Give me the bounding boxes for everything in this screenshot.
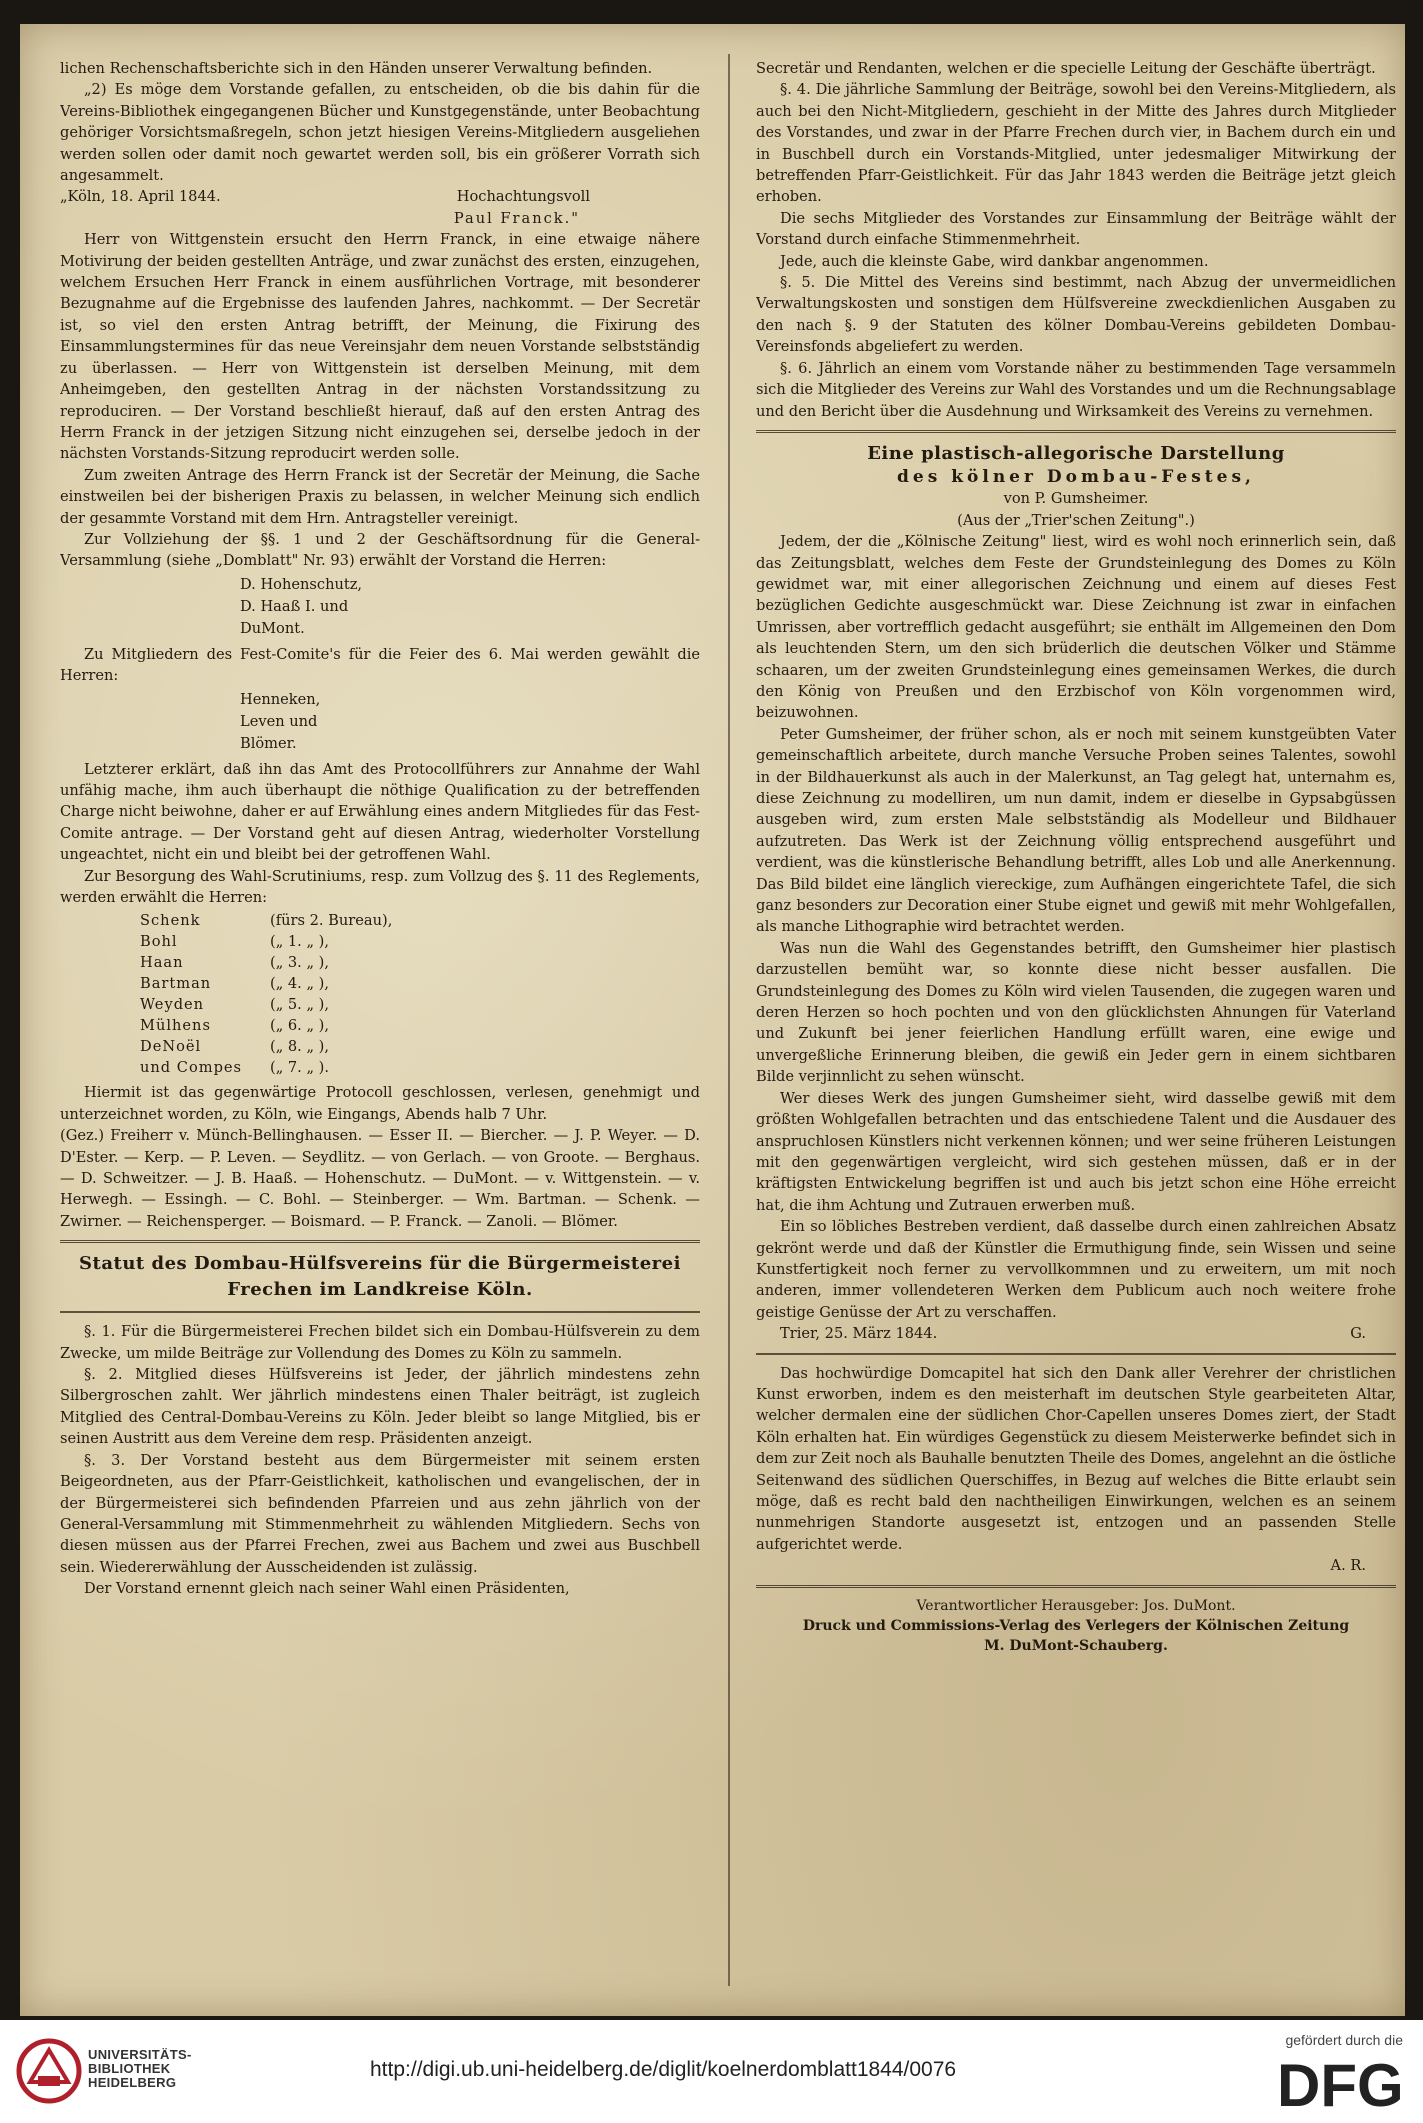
- text-paragraph: §. 1. Für die Bürgermeisterei Frechen bildet sich ein Dombau-Hülfsverein zu dem Zwecke, um milde Beiträge zur Vollendung des Domes zu Köln zu sammeln.: [60, 1323, 700, 1362]
- list-item: D. Haaß I. und: [240, 597, 349, 615]
- table-row: [140, 1036, 700, 1057]
- roster-bureau: („ 4. „ ),: [270, 975, 329, 993]
- text-paragraph: §. 5. Die Mittel des Vereins sind bestimmt, nach Abzug der unvermeidlichen Verwaltungskosten und sonstigen dem Hülfsvereine zweckdienlichen Ausgaben zu den nach §. 9 der Statuten des kölner Dombau-Vereins gebildeten Dombau-Vereinsfonds abgeliefert zu werden.: [756, 274, 1396, 356]
- roster-name: Mülhens: [140, 1017, 211, 1035]
- signature-name: Paul Franck.": [453, 209, 580, 227]
- signature-initials: A. R.: [1330, 1557, 1366, 1575]
- text-paragraph: Was nun die Wahl des Gegenstandes betrifft, den Gumsheimer hier plastisch darzustellen bemüht war, so konnte diese nicht besser ausfallen. Die Grundsteinlegung des Domes zu Köln wird vielen Tausenden, die zugegen waren und deren Herzen so hoch pochten und von den glücklichsten Ahnungen für Vaterland und Zukunft bei jener feierlichen Handlung erfüllt waren, eine ewige und unvergeßliche Erinnerung bleiben, die gewiß ein Jeder gern in einem sichtbaren Bilde verjinnlicht zu sehen wünscht.: [756, 939, 1396, 1086]
- dfg-logo-icon: [1277, 2054, 1405, 2112]
- document-url-link[interactable]: http://digi.ub.uni-heidelberg.de/diglit/koelnerdomblatt1844/0076: [370, 2058, 957, 2081]
- article-title: Eine plastisch-allegorische Darstellung: [867, 442, 1285, 464]
- text-paragraph: Zum zweiten Antrage des Herrn Franck ist der Secretär der Meinung, die Sache einstweilen bei der bisherigen Praxis zu belassen, in welcher Meinung sich endlich der gesammte Vorstand mit dem Hrn. Antragsteller vereinigt.: [60, 466, 700, 527]
- signature-initial: G.: [1350, 1325, 1366, 1343]
- text-paragraph: Jede, auch die kleinste Gabe, wird dankbar angenommen.: [780, 252, 1209, 270]
- text-paragraph: „2) Es möge dem Vorstande gefallen, zu entscheiden, ob die bis dahin für die Vereins-Bibliothek eingegangenen Bücher und Kunstgegenstände, unter Beobachtung gehöriger Vorsichtsmaßregeln, schon jetzt hiesigen Vereins-Mitgliedern ausgeliehen werden sollen oder damit noch gewartet werden soll, bis ein größerer Vorrath sich angesammelt.: [60, 81, 700, 185]
- letter-signature: [60, 186, 700, 207]
- scrutineer-roster: [140, 910, 700, 1078]
- right-column: [756, 58, 1396, 1992]
- table-row: [140, 994, 700, 1015]
- text-paragraph: Herr von Wittgenstein ersucht den Herrn Franck, in eine etwaige nähere Motivirung der beiden gestellten Anträge, und zwar zunächst des ersten, einzugehen, welchem Ersuchen Herr Franck in einem ausführlichen Vortrage, mit besonderer Bezugnahme auf die Ergebnisse des laufenden Jahres, nachkommt. — Der Secretär ist, so viel den ersten Antrag betrifft, der Meinung, die Fixirung des Einsammlungstermines für das neue Vereinsjahr dem neuen Vorstande selbstständig zu überlassen. — Herr von Wittgenstein ist derselben Meinung, mit dem Anheimgeben, den gestellten Antrag in der nächsten Vorstandssitzung zu reproduciren. — Der Vorstand beschließt hierauf, daß auf den ersten Antrag des Herrn Franck in der jetzigen Sitzung nicht einzugehen sei, derselbe jedoch in der nächsten Vorstands-Sitzung reproducirt werden solle.: [60, 231, 700, 463]
- institution-line: BIBLIOTHEK: [88, 2061, 171, 2076]
- section-divider: [60, 1240, 700, 1243]
- section-divider: [756, 1585, 1396, 1588]
- table-row: [140, 1057, 700, 1078]
- roster-name: Weyden: [140, 996, 205, 1014]
- text-paragraph: Letzterer erklärt, daß ihn das Amt des Protocollführers zur Annahme der Wahl unfähig mache, ihm auch überhaupt die nöthige Qualification zu der betreffenden Charge nicht beiwohne, daher er auf Erwählung eines andern Mitgliedes für das Fest-Comite antrage. — Der Vorstand geht auf diesen Antrag, wiederholter Vorstellung ungeachtet, nicht ein und bleibt bei der getroffenen Wahl.: [60, 760, 700, 864]
- signature-place: „Köln, 18. April 1844.: [60, 188, 221, 206]
- roster-bureau: („ 1. „ ),: [270, 933, 329, 951]
- section-divider: [60, 1311, 700, 1313]
- roster-name: Schenk: [140, 912, 201, 930]
- text-paragraph: Die sechs Mitglieder des Vorstandes zur Einsammlung der Beiträge wählt der Vorstand durch einfache Stimmenmehrheit.: [756, 209, 1396, 249]
- list-item: Leven und: [240, 712, 318, 730]
- viewer-footer: [0, 2020, 1423, 2123]
- roster-name: und Compes: [140, 1059, 243, 1077]
- text-paragraph: Das hochwürdige Domcapitel hat sich den Dank aller Verehrer der christlichen Kunst erworben, indem es den meisterhaft im deutschen Style gearbeiteten Altar, welcher dermalen eine der südlichen Chor-Capellen unseres Domes ziert, der Stadt Köln erhalten hat. Ein würdiges Gegenstück zu diesem Meisterwerke befindet sich in dem zur Zeit noch als Bauhalle benutzten Theile des Domes, angelehnt an die östliche Seitenwand des südlichen Querschiffes, in Bezug auf welches die Bitte erlaubt sein möge, daß es recht bald den nachtheiligen Einwirkungen, welchen es an seinem nunmehrigen Standorte ausgesetzt ist, entzogen und an passenden Stelle aufgerichtet werde.: [756, 1364, 1396, 1553]
- table-row: [140, 910, 700, 931]
- roster-name: Bohl: [140, 933, 178, 951]
- text-paragraph: Secretär und Rendanten, welchen er die specielle Leitung der Geschäfte überträgt.: [756, 60, 1376, 77]
- left-column: [60, 58, 700, 1992]
- text-paragraph: Zur Vollziehung der §§. 1 und 2 der Geschäftsordnung für die General-Versammlung (siehe „Domblatt" Nr. 93) erwählt der Vorstand die Herren:: [60, 530, 700, 570]
- elected-list: [240, 689, 700, 755]
- institution-line: UNIVERSITÄTS-: [88, 2047, 192, 2062]
- imprint-publisher-name: M. DuMont-Schauberg.: [984, 1637, 1168, 1654]
- roster-bureau: („ 7. „ ).: [270, 1059, 329, 1077]
- list-item: DuMont.: [240, 619, 305, 637]
- text-paragraph: Jedem, der die „Kölnische Zeitung" liest, wird es wohl noch erinnerlich sein, daß das Zeitungsblatt, welches dem Feste der Grundsteinlegung des Domes zu Köln gewidmet war, mit einer allegorischen Zeichnung und einem auf dieses Fest bezüglichen Gedichte ausgeschmückt war. Diese Zeichnung ist zwar in einfachen Umrissen, aber vortrefflich gedacht ausgeführt; sie enthält im Allgemeinen den Dom als leuchtenden Stern, um den sich brüderlich die deutschen Völker und Stämme schaaren, um der zweiten Grundsteinlegung eines gemeinsamen Werkes, die durch den König von Preußen und den Erzbischof von Köln vorgenommen wird, beizuwohnen.: [756, 533, 1396, 722]
- table-row: [140, 973, 700, 994]
- text-paragraph: lichen Rechenschaftsberichte sich in den Händen unserer Verwaltung befinden.: [60, 60, 653, 77]
- roster-name: Haan: [140, 954, 184, 972]
- list-item: Blömer.: [240, 734, 297, 752]
- signature-greeting: Hochachtungsvoll: [456, 188, 590, 206]
- roster-bureau: („ 5. „ ),: [270, 996, 329, 1014]
- text-paragraph: §. 4. Die jährliche Sammlung der Beiträge, sowohl bei den Vereins-Mitgliedern, als auch bei den Nicht-Mitgliedern, geschieht in der Mitte des Jahres durch Mitglieder des Vorstandes, und zwar in der Pfarre Frechen durch vier, in Bachem durch ein und in Buschbell durch ein Vorstands-Mitglied, unter jedesmaliger Mitwirkung der betreffenden Pfarr-Geistlichkeit. Für das Jahr 1843 werden die Beiträge jetzt gleich erhoben.: [756, 81, 1396, 206]
- roster-bureau: („ 6. „ ),: [270, 1017, 329, 1035]
- list-item: Henneken,: [240, 690, 321, 708]
- dfg-logo-text: DFG: [1277, 2054, 1404, 2112]
- column-divider: [728, 54, 730, 1986]
- article-author: von P. Gumsheimer.: [1003, 490, 1149, 508]
- section-divider: [756, 1353, 1396, 1355]
- roster-bureau: („ 8. „ ),: [270, 1038, 329, 1056]
- text-paragraph: Peter Gumsheimer, der früher schon, als er noch mit seinem kunstgeübten Vater gemeinschaftlich arbeitete, durch manche Versuche Proben seines Talentes, sowohl in der Bildhauerkunst als auch in der Malerkunst, an Tag gelegt hat, unternahm es, diese Zeichnung zu modelliren, um nun damit, indem er dieselbe in Gypsabgüssen ausgeben wird, zum ersten Male selbstständig als Modelleur und Bildhauer aufzutreten. Das Werk ist der Zeichnung völlig entsprechend ausgeführt und verdient, was die künstlerische Behandlung betrifft, alles Lob und alle Anerkennung. Das Bild bildet eine länglich viereckige, zum Aufhängen eingerichtete Tafel, die sich ganz besonders zur Decoration einer Stube eignet und gewiß mit mehr Wohlgefallen, als manche Lithographie wird betrachtet werden.: [756, 725, 1396, 936]
- institution-name: [88, 2048, 192, 2090]
- text-paragraph: Ein so löbliches Bestreben verdient, daß dasselbe durch einen zahlreichen Absatz gekrönt werde und daß der Künstler die Ermuthigung finde, sein Wissen und seine Kunstfertigkeit noch ferner zu vervollkommnen und zu erweitern, um mit noch anderen, immer vollendeteren Werken dem Publicum auch noch weitere frohe geistige Genüsse der Art zu verschaffen.: [756, 1218, 1396, 1321]
- text-paragraph: Der Vorstand ernennt gleich nach seiner Wahl einen Präsidenten,: [84, 1580, 570, 1598]
- university-seal-icon: [14, 2036, 84, 2106]
- text-paragraph: Zur Besorgung des Wahl-Scrutiniums, resp. zum Vollzug des §. 11 des Reglements, werden erwählt die Herren:: [60, 867, 700, 906]
- table-row: [140, 952, 700, 973]
- statut-title: Statut des Dombau-Hülfsvereins für die Bürgermeisterei Frechen im Landkreise Köln.: [79, 1253, 681, 1301]
- article-source: (Aus der „Trier'schen Zeitung".): [957, 511, 1195, 529]
- text-paragraph: §. 3. Der Vorstand besteht aus dem Bürgermeister mit seinem ersten Beigeordneten, aus der Pfarr-Geistlichkeit, katholischen und evangelischen, der in der Bürgermeisterei sich befindenden Pfarreien und aus zehn jährlich von der General-Versammlung mit Stimmenmehrheit zu wählenden Mitgliedern. Sechs von diesen müssen aus der Pfarrei Frechen, zwei aus Bachem und zwei aus Buschbell sein. Wiedererwählung der Ausscheidenden ist zulässig.: [60, 1451, 700, 1576]
- institution-line: HEIDELBERG: [88, 2075, 177, 2090]
- elected-list: [240, 574, 700, 640]
- roster-name: DeNoël: [140, 1038, 202, 1056]
- imprint-editor: Verantwortlicher Herausgeber: Jos. DuMont.: [916, 1597, 1236, 1614]
- article-title: des kölner Dombau-Festes,: [897, 466, 1255, 487]
- text-paragraph: §. 2. Mitglied dieses Hülfsvereins ist Jeder, der jährlich mindestens zehn Silbergroschen zahlt. Wer jährlich mindestens einen Thaler beiträgt, ist zugleich Mitglied des Central-Dombau-Vereins zu Köln. Jeder bleibt so lange Mitglied, bis er seinen Austritt aus dem Vereine dem resp. Präsidenten anzeigt.: [60, 1366, 700, 1448]
- article-signature: [756, 1323, 1396, 1344]
- table-row: [140, 1015, 700, 1036]
- section-divider: [756, 430, 1396, 433]
- roster-name: Bartman: [140, 975, 212, 993]
- newspaper-page: [20, 24, 1405, 2016]
- text-paragraph: §. 6. Jährlich an einem vom Vorstande näher zu bestimmenden Tage versammeln sich die Mitglieder des Vereins zur Wahl des Vorstandes und um die Rechnungsablage und den Bericht über die Ausdehnung und Wirksamkeit des Vereins zu vernehmen.: [756, 359, 1396, 420]
- signature-place: Trier, 25. März 1844.: [780, 1325, 938, 1343]
- list-item: D. Hohenschutz,: [240, 575, 363, 593]
- roster-bureau: („ 3. „ ),: [270, 954, 329, 972]
- table-row: [140, 931, 700, 952]
- text-paragraph: Hiermit ist das gegenwärtige Protocoll geschlossen, verlesen, genehmigt und unterzeichnet worden, zu Köln, wie Eingangs, Abends halb 7 Uhr.: [60, 1084, 700, 1123]
- text-paragraph: Wer dieses Werk des jungen Gumsheimer sieht, wird dasselbe gewiß mit dem größten Wohlgefallen betrachten und das entschiedene Talent und die Ausdauer des anspruchlosen Künstlers nicht verkennen können; und wer seine früheren Leistungen mit den gegenwärtigen vergleicht, wird sich gestehen müssen, daß er in der kräftigsten Entwickelung begriffen ist und auch bis jetzt schon eine Höhe erreicht hat, die ihm Achtung und Zutrauen erwerben muß.: [756, 1089, 1396, 1214]
- text-paragraph: Zu Mitgliedern des Fest-Comite's für die Feier des 6. Mai werden gewählt die Herren:: [60, 645, 700, 685]
- signatories: (Gez.) Freiherr v. Münch-Bellinghausen. — Esser II. — Biercher. — J. P. Weyer. — D. D'Ester. — Kerp. — P. Leven. — Seydlitz. — von Gerlach. — von Groote. — Berghaus. — D. Schweitzer. — J. B. Haaß. — Hohenschutz. — DuMont. — v. Wittgenstein. — v. Herwegh. — Essingh. — C. Bohl. — Steinberger. — Wm. Bartman. — Schenk. — Zwirner. — Reichensperger. — Boismard. — P. Franck. — Zanoli. — Blömer.: [60, 1127, 700, 1230]
- imprint-publisher: Druck und Commissions-Verlag des Verlegers der Kölnischen Zeitung: [802, 1617, 1350, 1634]
- roster-bureau: (fürs 2. Bureau),: [270, 912, 393, 930]
- funded-by-label: gefördert durch die: [1285, 2032, 1403, 2048]
